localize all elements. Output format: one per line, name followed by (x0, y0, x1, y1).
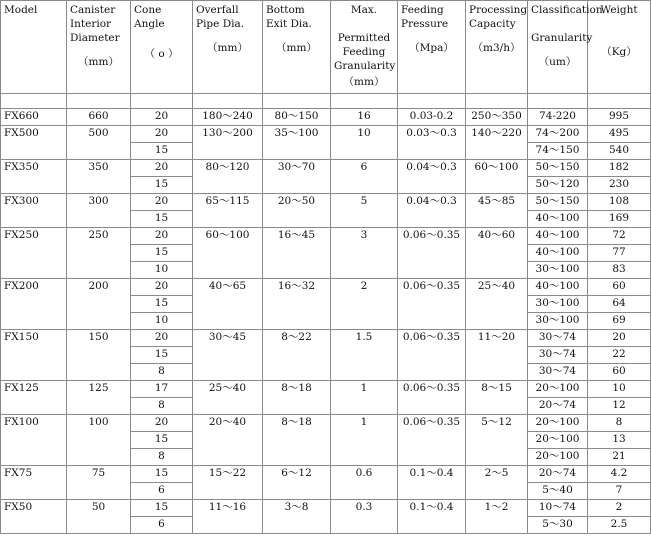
gap-cell (528, 94, 588, 109)
granularity-cell: 3 (331, 228, 398, 279)
cone-angle-cell: 20 (131, 126, 193, 143)
table-row (1, 228, 651, 245)
weight-cell: 77 (588, 245, 651, 262)
classification-cell: 50～150 (528, 160, 588, 177)
cone-angle-cell: 15 (131, 211, 193, 228)
cone-angle-cell: 20 (131, 415, 193, 432)
table-row (1, 160, 651, 177)
weight-cell: 60 (588, 279, 651, 296)
model-cell: FX100 (1, 415, 67, 466)
weight-cell: 22 (588, 347, 651, 364)
cone-angle-cell: 20 (131, 279, 193, 296)
diameter-cell: 125 (67, 381, 131, 415)
capacity-cell: 8～15 (466, 381, 528, 415)
cone-angle-cell: 6 (131, 483, 193, 500)
classification-cell: 30～74 (528, 364, 588, 381)
cone-angle-cell: 20 (131, 194, 193, 211)
header-diameter: Canister Interior Diameter （mm） (67, 1, 131, 94)
granularity-cell: 6 (331, 160, 398, 194)
weight-cell: 8 (588, 415, 651, 432)
header-weight: Weight （Kg） (588, 1, 651, 94)
pressure-cell: 0.06～0.35 (398, 415, 466, 466)
weight-cell: 21 (588, 449, 651, 466)
weight-cell: 83 (588, 262, 651, 279)
pressure-cell: 0.06～0.35 (398, 381, 466, 415)
classification-cell: 20～100 (528, 381, 588, 398)
classification-cell: 30～74 (528, 347, 588, 364)
table-row (1, 330, 651, 347)
diameter-cell: 50 (67, 500, 131, 534)
bottom-exit-cell: 8～22 (263, 330, 331, 381)
header-cone-angle: Cone Angle （ o ） (131, 1, 193, 94)
overfall-cell: 20～40 (193, 415, 263, 466)
diameter-cell: 75 (67, 466, 131, 500)
overfall-cell: 80～120 (193, 160, 263, 194)
model-cell: FX250 (1, 228, 67, 279)
weight-cell: 4.2 (588, 466, 651, 483)
cone-angle-cell: 10 (131, 313, 193, 330)
granularity-cell: 2 (331, 279, 398, 330)
overfall-cell: 25～40 (193, 381, 263, 415)
classification-cell: 74～150 (528, 143, 588, 160)
weight-cell: 7 (588, 483, 651, 500)
weight-cell: 169 (588, 211, 651, 228)
classification-cell: 20～74 (528, 398, 588, 415)
pressure-cell: 0.1～0.4 (398, 466, 466, 500)
weight-cell: 64 (588, 296, 651, 313)
gap-cell (67, 94, 131, 109)
capacity-cell: 2～5 (466, 466, 528, 500)
overfall-cell: 65～115 (193, 194, 263, 228)
pressure-cell: 0.1～0.4 (398, 500, 466, 534)
granularity-cell: 0.3 (331, 500, 398, 534)
capacity-cell: 250～350 (466, 109, 528, 126)
classification-cell: 50～120 (528, 177, 588, 194)
pressure-cell: 0.03～0.3 (398, 126, 466, 160)
model-cell: FX75 (1, 466, 67, 500)
cone-angle-cell: 15 (131, 500, 193, 517)
classification-cell: 20～100 (528, 449, 588, 466)
cone-angle-cell: 20 (131, 160, 193, 177)
cone-angle-cell: 20 (131, 228, 193, 245)
overfall-cell: 40～65 (193, 279, 263, 330)
classification-cell: 30～100 (528, 296, 588, 313)
weight-cell: 69 (588, 313, 651, 330)
model-cell: FX660 (1, 109, 67, 126)
cone-angle-cell: 15 (131, 347, 193, 364)
bottom-exit-cell: 16～32 (263, 279, 331, 330)
table-row (1, 126, 651, 143)
classification-cell: 5～30 (528, 517, 588, 534)
model-cell: FX350 (1, 160, 67, 194)
header-overfall: Overfall Pipe Dia. （mm） (193, 1, 263, 94)
capacity-cell: 1～2 (466, 500, 528, 534)
granularity-cell: 1 (331, 415, 398, 466)
pressure-cell: 0.06～0.35 (398, 330, 466, 381)
classification-cell: 74～200 (528, 126, 588, 143)
gap-cell (331, 94, 398, 109)
classification-cell: 40～100 (528, 211, 588, 228)
classification-cell: 20～100 (528, 432, 588, 449)
diameter-cell: 250 (67, 228, 131, 279)
diameter-cell: 150 (67, 330, 131, 381)
gap-cell (1, 94, 67, 109)
capacity-cell: 5～12 (466, 415, 528, 466)
table-row (1, 500, 651, 517)
cone-angle-cell: 15 (131, 143, 193, 160)
diameter-cell: 500 (67, 126, 131, 160)
diameter-cell: 350 (67, 160, 131, 194)
overfall-cell: 180～240 (193, 109, 263, 126)
weight-cell: 495 (588, 126, 651, 143)
cone-angle-cell: 15 (131, 466, 193, 483)
bottom-exit-cell: 35～100 (263, 126, 331, 160)
overfall-cell: 60～100 (193, 228, 263, 279)
gap-cell (131, 94, 193, 109)
bottom-exit-cell: 80～150 (263, 109, 331, 126)
cone-angle-cell: 15 (131, 296, 193, 313)
weight-cell: 20 (588, 330, 651, 347)
gap-cell (466, 94, 528, 109)
granularity-cell: 1.5 (331, 330, 398, 381)
classification-cell: 5～40 (528, 483, 588, 500)
classification-cell: 20～100 (528, 415, 588, 432)
granularity-cell: 10 (331, 126, 398, 160)
model-cell: FX50 (1, 500, 67, 534)
model-cell: FX500 (1, 126, 67, 160)
classification-cell: 20～74 (528, 466, 588, 483)
header-bottom-exit: Bottom Exit Dia. （mm） (263, 1, 331, 94)
weight-cell: 72 (588, 228, 651, 245)
weight-cell: 10 (588, 381, 651, 398)
diameter-cell: 100 (67, 415, 131, 466)
table-row (1, 415, 651, 432)
capacity-cell: 25～40 (466, 279, 528, 330)
granularity-cell: 0.6 (331, 466, 398, 500)
capacity-cell: 11～20 (466, 330, 528, 381)
classification-cell: 30～100 (528, 262, 588, 279)
header-granularity: Max. Permitted Feeding Granularity （mm） (331, 1, 398, 94)
header-pressure: Feeding Pressure （Mpa） (398, 1, 466, 94)
model-cell: FX200 (1, 279, 67, 330)
pressure-cell: 0.03-0.2 (398, 109, 466, 126)
header-model: Model (1, 1, 67, 94)
classification-cell: 40～100 (528, 245, 588, 262)
capacity-cell: 45～85 (466, 194, 528, 228)
pressure-cell: 0.04～0.3 (398, 160, 466, 194)
weight-cell: 108 (588, 194, 651, 211)
classification-cell: 10～74 (528, 500, 588, 517)
model-cell: FX300 (1, 194, 67, 228)
diameter-cell: 300 (67, 194, 131, 228)
table-row (1, 381, 651, 398)
capacity-cell: 140～220 (466, 126, 528, 160)
classification-cell: 30～100 (528, 313, 588, 330)
gap-cell (193, 94, 263, 109)
classification-cell: 40～100 (528, 279, 588, 296)
table-row (1, 109, 651, 126)
header-classification: Classification Granularity （um） (528, 1, 588, 94)
weight-cell: 230 (588, 177, 651, 194)
weight-cell: 2.5 (588, 517, 651, 534)
granularity-cell: 16 (331, 109, 398, 126)
diameter-cell: 200 (67, 279, 131, 330)
gap-cell (263, 94, 331, 109)
gap-cell (398, 94, 466, 109)
bottom-exit-cell: 8～18 (263, 381, 331, 415)
table-row (1, 194, 651, 211)
cone-angle-cell: 6 (131, 517, 193, 534)
weight-cell: 12 (588, 398, 651, 415)
weight-cell: 60 (588, 364, 651, 381)
cone-angle-cell: 8 (131, 364, 193, 381)
model-cell: FX125 (1, 381, 67, 415)
bottom-exit-cell: 30～70 (263, 160, 331, 194)
granularity-cell: 5 (331, 194, 398, 228)
classification-cell: 74-220 (528, 109, 588, 126)
table-row (1, 279, 651, 296)
cone-angle-cell: 8 (131, 398, 193, 415)
cone-angle-cell: 15 (131, 177, 193, 194)
header-capacity: Processing Capacity （m3/h） (466, 1, 528, 94)
bottom-exit-cell: 3～8 (263, 500, 331, 534)
classification-cell: 30～74 (528, 330, 588, 347)
capacity-cell: 40～60 (466, 228, 528, 279)
cone-angle-cell: 8 (131, 449, 193, 466)
weight-cell: 995 (588, 109, 651, 126)
overfall-cell: 15～22 (193, 466, 263, 500)
bottom-exit-cell: 8～18 (263, 415, 331, 466)
bottom-exit-cell: 16～45 (263, 228, 331, 279)
cone-angle-cell: 15 (131, 432, 193, 449)
table-row (1, 466, 651, 483)
weight-cell: 182 (588, 160, 651, 177)
weight-cell: 540 (588, 143, 651, 160)
pressure-cell: 0.06～0.35 (398, 228, 466, 279)
pressure-cell: 0.04～0.3 (398, 194, 466, 228)
gap-cell (588, 94, 651, 109)
overfall-cell: 11～16 (193, 500, 263, 534)
cone-angle-cell: 10 (131, 262, 193, 279)
diameter-cell: 660 (67, 109, 131, 126)
capacity-cell: 60～100 (466, 160, 528, 194)
header-gap-row (1, 94, 651, 109)
classification-cell: 50～150 (528, 194, 588, 211)
overfall-cell: 30～45 (193, 330, 263, 381)
header-row (1, 1, 651, 94)
weight-cell: 13 (588, 432, 651, 449)
cone-angle-cell: 20 (131, 330, 193, 347)
cone-angle-cell: 17 (131, 381, 193, 398)
pressure-cell: 0.06～0.35 (398, 279, 466, 330)
cone-angle-cell: 20 (131, 109, 193, 126)
bottom-exit-cell: 20～50 (263, 194, 331, 228)
cone-angle-cell: 15 (131, 245, 193, 262)
overfall-cell: 130～200 (193, 126, 263, 160)
bottom-exit-cell: 6～12 (263, 466, 331, 500)
classification-cell: 40～100 (528, 228, 588, 245)
granularity-cell: 1 (331, 381, 398, 415)
weight-cell: 2 (588, 500, 651, 517)
model-cell: FX150 (1, 330, 67, 381)
